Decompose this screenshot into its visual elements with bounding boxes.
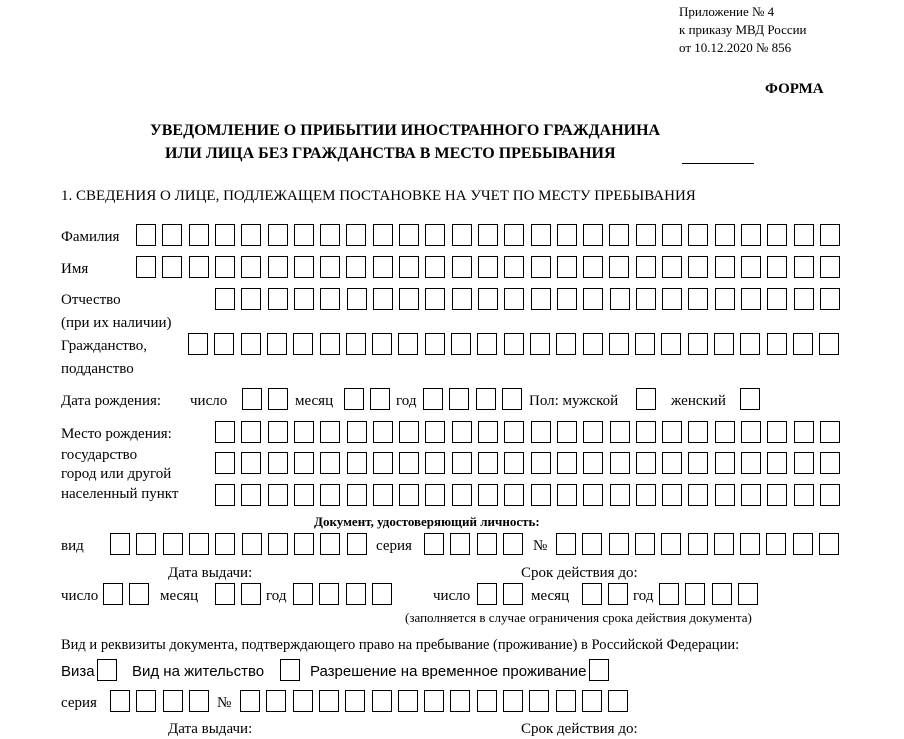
char-cell[interactable]: [347, 452, 367, 474]
char-cell[interactable]: [531, 224, 551, 246]
title-blank-line[interactable]: [682, 163, 754, 164]
sex-male-label: Пол: мужской: [529, 393, 619, 409]
char-cell[interactable]: [741, 452, 761, 474]
char-cell[interactable]: [531, 421, 551, 443]
valid-day-label: число: [433, 588, 471, 604]
char-cell[interactable]: [557, 288, 577, 310]
char-cell[interactable]: [529, 690, 549, 712]
char-cell[interactable]: [477, 533, 497, 555]
char-cell[interactable]: [794, 288, 814, 310]
char-cell[interactable]: [372, 333, 392, 355]
char-cell[interactable]: [557, 484, 577, 506]
identity-doc-series-label: серия: [376, 538, 412, 554]
valid-year-label: год: [633, 588, 654, 604]
char-cell[interactable]: [452, 484, 472, 506]
name-label: Имя: [61, 261, 89, 277]
char-cell[interactable]: [767, 333, 787, 355]
identity-doc-type-label: вид: [61, 538, 84, 554]
sex-female-label: женский: [671, 393, 726, 409]
char-cell[interactable]: [189, 690, 209, 712]
char-cell[interactable]: [685, 583, 705, 605]
char-cell[interactable]: [767, 452, 787, 474]
char-cell[interactable]: [820, 288, 840, 310]
char-cell[interactable]: [215, 256, 235, 278]
char-cell[interactable]: [425, 421, 445, 443]
char-cell[interactable]: [452, 224, 472, 246]
char-cell[interactable]: [688, 484, 708, 506]
identity-issue-date-label: Дата выдачи:: [168, 565, 253, 581]
char-cell[interactable]: [346, 256, 366, 278]
char-cell[interactable]: [452, 256, 472, 278]
char-cell[interactable]: [503, 583, 523, 605]
char-cell[interactable]: [531, 484, 551, 506]
char-cell[interactable]: [557, 256, 577, 278]
char-cell[interactable]: [715, 288, 735, 310]
form-title-line1: УВЕДОМЛЕНИЕ О ПРИБЫТИИ ИНОСТРАННОГО ГРАЖДАНИНА: [150, 122, 661, 139]
char-cell[interactable]: [110, 690, 130, 712]
char-cell[interactable]: [97, 659, 117, 681]
char-cell[interactable]: [504, 333, 524, 355]
char-cell[interactable]: [136, 224, 156, 246]
char-cell[interactable]: [399, 256, 419, 278]
char-cell[interactable]: [266, 690, 286, 712]
char-cell[interactable]: [320, 333, 340, 355]
char-cell[interactable]: [399, 484, 419, 506]
char-cell[interactable]: [346, 583, 366, 605]
char-cell[interactable]: [373, 256, 393, 278]
char-cell[interactable]: [373, 421, 393, 443]
char-cell[interactable]: [530, 333, 550, 355]
char-cell[interactable]: [425, 333, 445, 355]
char-cell[interactable]: [241, 452, 261, 474]
birth-date-label: Дата рождения:: [61, 393, 162, 409]
char-cell[interactable]: [293, 690, 313, 712]
char-cell[interactable]: [794, 421, 814, 443]
char-cell[interactable]: [452, 452, 472, 474]
birth-state-label: государство: [61, 447, 138, 463]
char-cell[interactable]: [712, 583, 732, 605]
section-1-heading: 1. СВЕДЕНИЯ О ЛИЦЕ, ПОДЛЕЖАЩЕМ ПОСТАНОВКЕ НА УЧЕТ ПО МЕСТУ ПРЕБЫВАНИЯ: [61, 188, 696, 204]
char-cell[interactable]: [504, 421, 524, 443]
char-cell[interactable]: [189, 224, 209, 246]
char-cell[interactable]: [662, 256, 682, 278]
char-cell[interactable]: [767, 421, 787, 443]
char-cell[interactable]: [740, 388, 760, 410]
residence-doc-heading: Вид и реквизиты документа, подтверждающего право на пребывание (проживание) в Российской Федерации:: [61, 637, 740, 653]
char-cell[interactable]: [609, 256, 629, 278]
valid-month-label: месяц: [531, 588, 570, 604]
char-cell[interactable]: [452, 421, 472, 443]
char-cell[interactable]: [502, 388, 522, 410]
char-cell[interactable]: [531, 452, 551, 474]
char-cell[interactable]: [425, 256, 445, 278]
char-cell[interactable]: [215, 224, 235, 246]
char-cell[interactable]: [608, 690, 628, 712]
char-cell[interactable]: [136, 690, 156, 712]
char-cell[interactable]: [294, 288, 314, 310]
char-cell[interactable]: [609, 224, 629, 246]
char-cell[interactable]: [344, 388, 364, 410]
char-cell[interactable]: [766, 533, 786, 555]
char-cell[interactable]: [661, 533, 681, 555]
char-cell[interactable]: [372, 583, 392, 605]
birth-city-label: город или другой: [61, 466, 172, 482]
char-cell[interactable]: [241, 583, 261, 605]
char-cell[interactable]: [215, 421, 235, 443]
char-cell[interactable]: [241, 333, 261, 355]
validity-note: (заполняется в случае ограничения срока действия документа): [405, 610, 752, 625]
char-cell[interactable]: [636, 288, 656, 310]
char-cell[interactable]: [794, 452, 814, 474]
char-cell[interactable]: [373, 288, 393, 310]
char-cell[interactable]: [767, 484, 787, 506]
char-cell[interactable]: [820, 224, 840, 246]
char-cell[interactable]: [478, 288, 498, 310]
issue-year-label: год: [266, 588, 287, 604]
char-cell[interactable]: [662, 224, 682, 246]
char-cell[interactable]: [424, 533, 444, 555]
char-cell[interactable]: [531, 288, 551, 310]
char-cell[interactable]: [268, 288, 288, 310]
char-cell[interactable]: [373, 452, 393, 474]
char-cell[interactable]: [740, 333, 760, 355]
char-cell[interactable]: [635, 533, 655, 555]
order-date: от 10.12.2020 № 856: [679, 40, 792, 55]
residence-permit-label: Вид на жительство: [132, 663, 265, 680]
char-cell[interactable]: [241, 256, 261, 278]
char-cell[interactable]: [688, 452, 708, 474]
birth-year-label: год: [396, 393, 417, 409]
char-cell[interactable]: [503, 533, 523, 555]
char-cell[interactable]: [136, 533, 156, 555]
identity-doc-heading: Документ, удостоверяющий личность:: [314, 514, 540, 529]
char-cell[interactable]: [820, 256, 840, 278]
birth-month-label: месяц: [295, 393, 334, 409]
char-cell[interactable]: [267, 333, 287, 355]
char-cell[interactable]: [556, 690, 576, 712]
char-cell[interactable]: [280, 659, 300, 681]
char-cell[interactable]: [662, 288, 682, 310]
char-cell[interactable]: [478, 224, 498, 246]
char-cell[interactable]: [557, 224, 577, 246]
char-cell[interactable]: [129, 583, 149, 605]
char-cell[interactable]: [583, 224, 603, 246]
char-cell[interactable]: [268, 256, 288, 278]
char-cell[interactable]: [346, 224, 366, 246]
char-cell[interactable]: [688, 333, 708, 355]
char-cell[interactable]: [715, 224, 735, 246]
char-cell[interactable]: [820, 421, 840, 443]
char-cell[interactable]: [589, 659, 609, 681]
citizenship-label: Гражданство,: [61, 338, 148, 354]
char-cell[interactable]: [425, 224, 445, 246]
char-cell[interactable]: [449, 388, 469, 410]
patronymic-note: (при их наличии): [61, 315, 172, 331]
char-cell[interactable]: [189, 256, 209, 278]
char-cell[interactable]: [478, 484, 498, 506]
char-cell[interactable]: [399, 421, 419, 443]
char-cell[interactable]: [504, 484, 524, 506]
order-reference: к приказу МВД России: [679, 22, 807, 37]
char-cell[interactable]: [662, 452, 682, 474]
char-cell[interactable]: [347, 533, 367, 555]
char-cell[interactable]: [820, 484, 840, 506]
char-cell[interactable]: [557, 452, 577, 474]
char-cell[interactable]: [215, 533, 235, 555]
char-cell[interactable]: [688, 421, 708, 443]
char-cell[interactable]: [450, 690, 470, 712]
char-cell[interactable]: [556, 533, 576, 555]
char-cell[interactable]: [163, 690, 183, 712]
char-cell[interactable]: [478, 256, 498, 278]
char-cell[interactable]: [189, 533, 209, 555]
char-cell[interactable]: [268, 421, 288, 443]
char-cell[interactable]: [370, 388, 390, 410]
char-cell[interactable]: [610, 452, 630, 474]
char-cell[interactable]: [424, 690, 444, 712]
char-cell[interactable]: [215, 288, 235, 310]
char-cell[interactable]: [715, 421, 735, 443]
char-cell[interactable]: [215, 583, 235, 605]
char-cell[interactable]: [583, 333, 603, 355]
form-title-line2: ИЛИ ЛИЦА БЕЗ ГРАЖДАНСТВА В МЕСТО ПРЕБЫВАНИЯ: [165, 145, 616, 162]
char-cell[interactable]: [583, 484, 603, 506]
char-cell[interactable]: [504, 256, 524, 278]
char-cell[interactable]: [531, 256, 551, 278]
char-cell[interactable]: [477, 333, 497, 355]
char-cell[interactable]: [504, 288, 524, 310]
char-cell[interactable]: [741, 288, 761, 310]
char-cell[interactable]: [215, 452, 235, 474]
char-cell[interactable]: [163, 533, 183, 555]
char-cell[interactable]: [136, 256, 156, 278]
char-cell[interactable]: [373, 224, 393, 246]
char-cell[interactable]: [242, 533, 262, 555]
char-cell[interactable]: [320, 484, 340, 506]
char-cell[interactable]: [741, 484, 761, 506]
char-cell[interactable]: [320, 452, 340, 474]
char-cell[interactable]: [425, 288, 445, 310]
char-cell[interactable]: [662, 484, 682, 506]
identity-doc-number-label: №: [533, 538, 548, 554]
char-cell[interactable]: [582, 690, 602, 712]
char-cell[interactable]: [504, 224, 524, 246]
char-cell[interactable]: [659, 583, 679, 605]
char-cell[interactable]: [715, 256, 735, 278]
char-cell[interactable]: [582, 533, 602, 555]
char-cell[interactable]: [636, 484, 656, 506]
char-cell[interactable]: [583, 452, 603, 474]
char-cell[interactable]: [452, 288, 472, 310]
char-cell[interactable]: [557, 421, 577, 443]
char-cell[interactable]: [793, 533, 813, 555]
char-cell[interactable]: [793, 333, 813, 355]
char-cell[interactable]: [504, 452, 524, 474]
char-cell[interactable]: [268, 533, 288, 555]
char-cell[interactable]: [556, 333, 576, 355]
char-cell[interactable]: [794, 224, 814, 246]
birth-day-label: число: [190, 393, 228, 409]
char-cell[interactable]: [347, 484, 367, 506]
char-cell[interactable]: [188, 333, 208, 355]
char-cell[interactable]: [741, 256, 761, 278]
char-cell[interactable]: [399, 452, 419, 474]
residence-valid-until-label: Срок действия до:: [521, 721, 638, 737]
char-cell[interactable]: [582, 583, 602, 605]
char-cell[interactable]: [688, 256, 708, 278]
surname-label: Фамилия: [61, 229, 120, 245]
char-cell[interactable]: [478, 452, 498, 474]
char-cell[interactable]: [241, 421, 261, 443]
char-cell[interactable]: [293, 333, 313, 355]
char-cell[interactable]: [425, 484, 445, 506]
residence-series-label: серия: [61, 695, 97, 711]
char-cell[interactable]: [688, 224, 708, 246]
char-cell[interactable]: [399, 224, 419, 246]
char-cell[interactable]: [819, 333, 839, 355]
char-cell[interactable]: [240, 690, 260, 712]
char-cell[interactable]: [103, 583, 123, 605]
char-cell[interactable]: [319, 583, 339, 605]
issue-day-label: число: [61, 588, 99, 604]
char-cell[interactable]: [583, 421, 603, 443]
char-cell[interactable]: [320, 421, 340, 443]
char-cell[interactable]: [320, 533, 340, 555]
char-cell[interactable]: [610, 484, 630, 506]
char-cell[interactable]: [373, 484, 393, 506]
char-cell[interactable]: [478, 421, 498, 443]
char-cell[interactable]: [767, 256, 787, 278]
char-cell[interactable]: [636, 256, 656, 278]
char-cell[interactable]: [503, 690, 523, 712]
char-cell[interactable]: [636, 421, 656, 443]
char-cell[interactable]: [241, 288, 261, 310]
char-cell[interactable]: [476, 388, 496, 410]
char-cell[interactable]: [741, 421, 761, 443]
char-cell[interactable]: [661, 333, 681, 355]
char-cell[interactable]: [110, 533, 130, 555]
char-cell[interactable]: [294, 421, 314, 443]
char-cell[interactable]: [662, 421, 682, 443]
char-cell[interactable]: [636, 452, 656, 474]
char-cell[interactable]: [794, 256, 814, 278]
char-cell[interactable]: [738, 583, 758, 605]
char-cell[interactable]: [425, 452, 445, 474]
char-cell[interactable]: [320, 288, 340, 310]
char-cell[interactable]: [610, 288, 630, 310]
char-cell[interactable]: [635, 333, 655, 355]
char-cell[interactable]: [741, 224, 761, 246]
char-cell[interactable]: [268, 224, 288, 246]
identity-valid-until-label: Срок действия до:: [521, 565, 638, 581]
visa-label: Виза: [61, 663, 95, 680]
char-cell[interactable]: [346, 333, 366, 355]
char-cell[interactable]: [347, 421, 367, 443]
char-cell[interactable]: [215, 484, 235, 506]
char-cell[interactable]: [241, 484, 261, 506]
char-cell[interactable]: [345, 690, 365, 712]
char-cell[interactable]: [294, 452, 314, 474]
char-cell[interactable]: [715, 484, 735, 506]
residence-issue-date-label: Дата выдачи:: [168, 721, 253, 737]
char-cell[interactable]: [162, 256, 182, 278]
birth-settlement-label: населенный пункт: [61, 486, 179, 502]
char-cell[interactable]: [767, 224, 787, 246]
char-cell[interactable]: [636, 388, 656, 410]
char-cell[interactable]: [320, 256, 340, 278]
form-label: ФОРМА: [765, 81, 824, 97]
char-cell[interactable]: [294, 224, 314, 246]
char-cell[interactable]: [767, 288, 787, 310]
char-cell[interactable]: [450, 533, 470, 555]
char-cell[interactable]: [740, 533, 760, 555]
char-cell[interactable]: [794, 484, 814, 506]
issue-month-label: месяц: [160, 588, 199, 604]
char-cell[interactable]: [610, 421, 630, 443]
temp-permit-label: Разрешение на временное проживание: [310, 663, 587, 680]
char-cell[interactable]: [320, 224, 340, 246]
char-cell[interactable]: [715, 452, 735, 474]
char-cell[interactable]: [609, 333, 629, 355]
patronymic-label: Отчество: [61, 292, 121, 308]
char-cell[interactable]: [294, 484, 314, 506]
residence-number-label: №: [217, 695, 232, 711]
char-cell[interactable]: [347, 288, 367, 310]
char-cell[interactable]: [399, 288, 419, 310]
char-cell[interactable]: [294, 533, 314, 555]
char-cell[interactable]: [268, 388, 288, 410]
char-cell[interactable]: [319, 690, 339, 712]
char-cell[interactable]: [636, 224, 656, 246]
char-cell[interactable]: [688, 288, 708, 310]
citizenship-label-2: подданство: [61, 361, 134, 377]
char-cell[interactable]: [819, 533, 839, 555]
char-cell[interactable]: [583, 256, 603, 278]
char-cell[interactable]: [477, 690, 497, 712]
char-cell[interactable]: [398, 690, 418, 712]
char-cell[interactable]: [241, 224, 261, 246]
char-cell[interactable]: [398, 333, 418, 355]
appendix-number: Приложение № 4: [679, 4, 775, 19]
char-cell[interactable]: [714, 533, 734, 555]
char-cell[interactable]: [242, 388, 262, 410]
char-cell[interactable]: [214, 333, 234, 355]
char-cell[interactable]: [688, 533, 708, 555]
char-cell[interactable]: [268, 484, 288, 506]
char-cell[interactable]: [294, 256, 314, 278]
char-cell[interactable]: [451, 333, 471, 355]
char-cell[interactable]: [268, 452, 288, 474]
char-cell[interactable]: [609, 533, 629, 555]
char-cell[interactable]: [162, 224, 182, 246]
char-cell[interactable]: [583, 288, 603, 310]
char-cell[interactable]: [608, 583, 628, 605]
char-cell[interactable]: [372, 690, 392, 712]
char-cell[interactable]: [293, 583, 313, 605]
char-cell[interactable]: [820, 452, 840, 474]
birth-place-label: Место рождения:: [61, 426, 172, 442]
char-cell[interactable]: [714, 333, 734, 355]
char-cell[interactable]: [477, 583, 497, 605]
char-cell[interactable]: [423, 388, 443, 410]
